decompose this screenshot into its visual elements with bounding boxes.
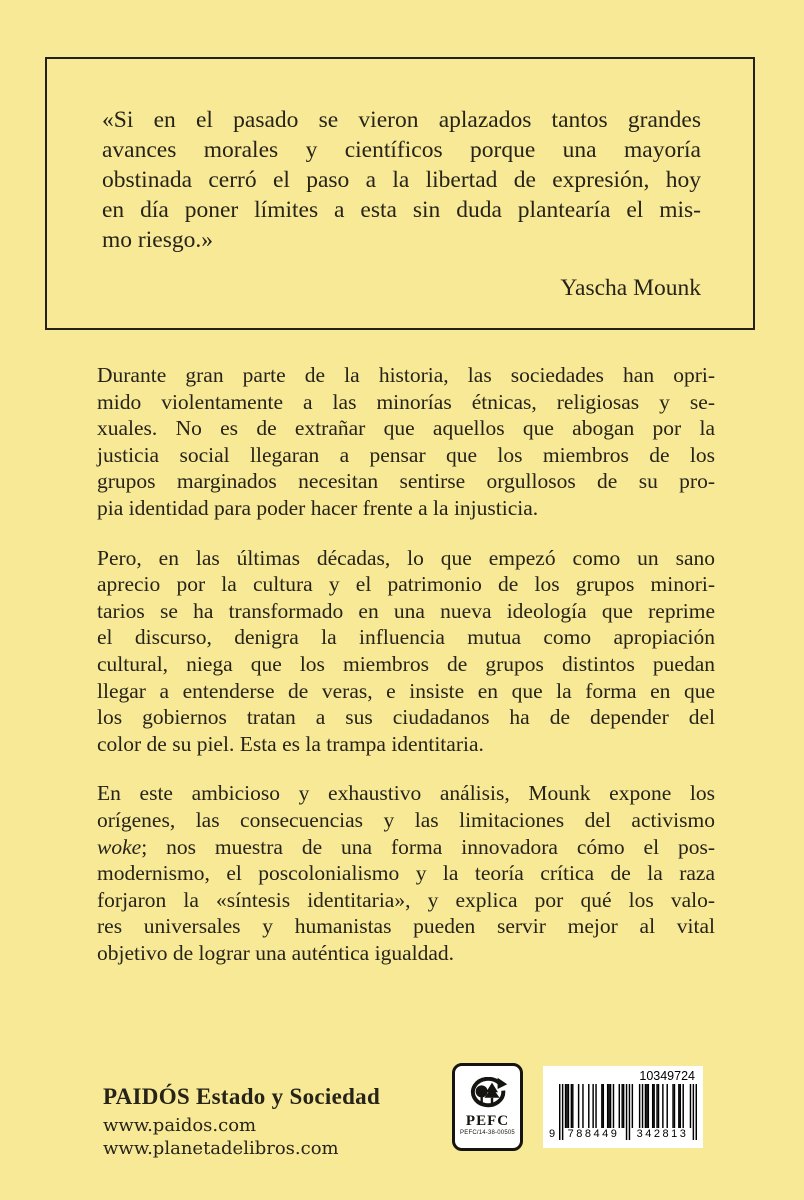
text-line: el discurso, denigra la influencia mutua como apropiación: [97, 625, 715, 650]
text-line: en día poner límites a esta sin duda plantearía el mis-: [102, 197, 701, 223]
publisher-url-paidos: www.paidos.com: [103, 1115, 257, 1136]
isbn-group: 788449: [567, 1128, 620, 1140]
text-line: avances morales y científicos porque una mayoría: [102, 137, 701, 163]
text-line: mo riesgo.»: [102, 227, 213, 253]
isbn-group: 9: [549, 1128, 556, 1140]
isbn-digits: [549, 1128, 697, 1140]
text-line: orígenes, las consecuencias y las limitaciones del activismo: [97, 807, 715, 832]
pefc-cert-number: PEFC/14-38-00505: [460, 1130, 515, 1136]
text-line: [97, 834, 715, 861]
quote-author: Yascha Mounk: [560, 275, 701, 301]
synopsis-paragraph: [97, 780, 715, 966]
pefc-trees-icon: [464, 1077, 512, 1113]
text-line: «Si en el pasado se vieron aplazados tantos grandes: [102, 107, 701, 133]
text-line: objetivo de lograr una auténtica igualdad.: [97, 940, 455, 965]
quote-box: [45, 57, 755, 330]
text-line: grupos marginados necesitan sentirse orgullosos de su pro-: [97, 469, 715, 494]
publisher-url-planetadelibros: www.planetadelibros.com: [103, 1137, 339, 1159]
text-line: mido violentamente a las minorías étnicas, religiosas y se-: [97, 389, 715, 414]
text-line: Durante gran parte de la historia, las sociedades han opri-: [97, 363, 715, 387]
product-code: 10349724: [639, 1069, 695, 1083]
text-line: justicia social llegaran a pensar que los miembros de los: [97, 442, 715, 467]
imprint-title: PAIDÓS Estado y Sociedad: [103, 1084, 381, 1109]
isbn-group: 342813: [636, 1128, 689, 1140]
text-line: res universales y humanistas pueden servir mejor al vital: [97, 914, 715, 939]
text-segment: ; nos muestra de una forma innovadora cómo el pos-: [141, 834, 715, 859]
pefc-label: PEFC: [465, 1113, 510, 1129]
text-line: pia identidad para poder hacer frente a la injusticia.: [97, 495, 539, 520]
publisher-block: [103, 1084, 380, 1160]
synopsis-paragraph: [97, 362, 715, 522]
pefc-logo: [452, 1063, 523, 1151]
text-line: aprecio por la cultura y el patrimonio de los grupos minori-: [97, 572, 715, 597]
synopsis: [97, 362, 715, 989]
text-line: forjaron la «síntesis identitaria», y explica por qué los valo-: [97, 887, 715, 912]
barcode: [543, 1066, 703, 1148]
text-line: En este ambicioso y exhaustivo análisis, Mounk expone los: [97, 781, 715, 806]
quote-text: [102, 105, 701, 255]
italic-text-segment: woke: [97, 834, 142, 859]
text-line: los gobiernos tratan a sus ciudadanos ha de depender del: [97, 705, 715, 730]
synopsis-paragraph: [97, 545, 715, 758]
text-line: cultural, niega que los miembros de grupos distintos puedan: [97, 651, 715, 676]
text-line: tarios se ha transformado en una nueva ideología que reprime: [97, 598, 715, 623]
text-line: color de su piel. Esta es la trampa identitaria.: [97, 731, 484, 756]
text-line: Pero, en las últimas décadas, lo que empezó como un sano: [97, 545, 715, 570]
text-line: obstinada cerró el paso a la libertad de expresión, hoy: [102, 167, 701, 193]
text-line: modernismo, el poscolonialismo y la teoría crítica de la raza: [97, 861, 715, 886]
text-line: xuales. No es de extrañar que aquellos que abogan por la: [97, 416, 715, 441]
text-line: llegar a entenderse de veras, e insiste en que la forma en que: [97, 678, 715, 703]
